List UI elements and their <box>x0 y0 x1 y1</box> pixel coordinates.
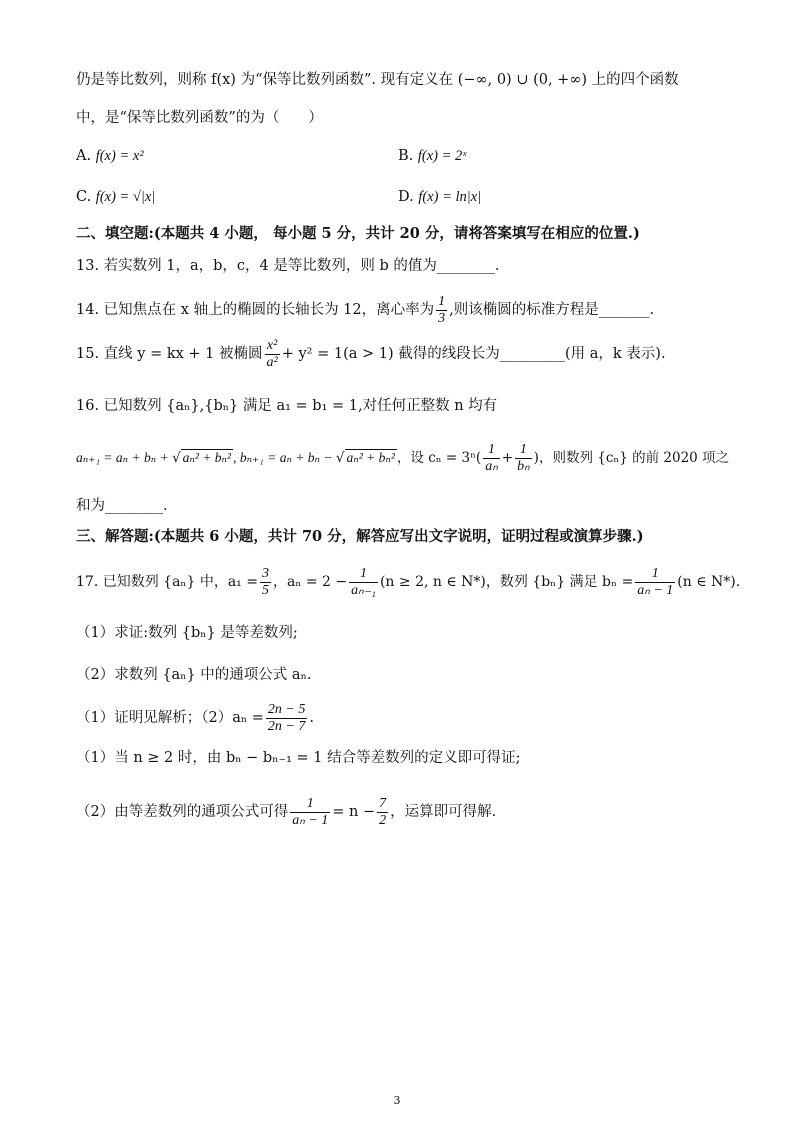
q14-frac-num: 1 <box>438 293 446 309</box>
option-c-label: C. <box>76 189 92 205</box>
q15-frac-den: a² <box>266 354 278 370</box>
sqrt-icon: √ <box>172 450 181 466</box>
q17-f3-num: 1 <box>635 566 675 583</box>
option-d-expr: f(x) = ln|x| <box>418 189 482 205</box>
q16-frac-1 <box>483 442 500 475</box>
option-b-expr: f(x) = 2ˣ <box>417 148 467 164</box>
q17-answer-den: 2n − 7 <box>267 718 306 734</box>
q16-sqrt-1: aₙ² + bₙ² <box>182 450 232 465</box>
q17-part-d: (n ∈ N*). <box>677 574 741 590</box>
q17-hint2 <box>76 792 734 832</box>
option-a-label: A. <box>76 148 92 164</box>
q17-hint2-den2: 2 <box>379 812 387 828</box>
q17-sub1: （1）求证:数列 {bₙ} 是等差数列; <box>76 625 298 641</box>
q17-frac-b <box>635 566 675 599</box>
q16-line1: 16. 已知数列 {aₙ},{bₙ} 满足 a₁ = b₁ = 1,对任何正整数 n 均有 <box>76 398 498 414</box>
q16-tail: )，则数列 {cₙ} 的前 2020 项之 <box>533 450 730 466</box>
q14-line <box>76 290 734 330</box>
q17-f3-den: aₙ − 1 <box>637 582 674 598</box>
q17-answer <box>76 698 734 738</box>
q17-f2-den: aₙ₋₁ <box>351 582 376 598</box>
q12-line2: 中，是“保等比数列函数”的为（ ） <box>76 110 323 126</box>
q16-frac1-num: 1 <box>483 442 500 459</box>
q16-frac-2 <box>515 442 532 475</box>
q17-answer-num: 2n − 5 <box>267 701 306 717</box>
q17-hint2-frac2 <box>377 796 388 829</box>
q17-f1-num: 3 <box>261 565 269 581</box>
option-d-label: D. <box>398 189 414 205</box>
option-c-expr: f(x) = √|x| <box>95 189 156 205</box>
q17-hint2-den1: aₙ − 1 <box>292 812 329 828</box>
q15-suffix: + y² = 1(a > 1) 截得的线段长为_________(用 a，k 表示). <box>281 346 666 362</box>
q17-hint2-num2: 7 <box>379 795 387 811</box>
q17-hint2-suffix: ，运算即可得解. <box>390 804 497 820</box>
q17-f2-num: 1 <box>349 566 378 583</box>
q17-hint2-frac1 <box>290 796 330 829</box>
option-a-expr: f(x) = x² <box>95 148 144 164</box>
option-c <box>76 187 155 207</box>
q17-frac-recur <box>349 566 378 599</box>
q17-answer-prefix: （1）证明见解析；（2）aₙ = <box>76 710 264 726</box>
section-2-title: 二、填空题:(本题共 4 小题， 每小题 5 分，共计 20 分，请将答案填写在相应的位置.) <box>76 225 640 242</box>
section-3-title: 三、解答题:(本题共 6 小题，共计 70 分，解答应写出文字说明，证明过程或演算步骤.) <box>76 528 644 545</box>
q16-recurrence-a: aₙ₊₁ = aₙ + bₙ + <box>76 450 173 465</box>
q17-sub2: （2）求数列 {aₙ} 中的通项公式 aₙ. <box>76 667 312 683</box>
q17-frac-a1 <box>260 566 271 599</box>
q15-fraction <box>265 338 280 371</box>
q17-part-a: 17. 已知数列 {aₙ} 中，a₁ = <box>76 574 258 590</box>
sqrt-icon: √ <box>335 450 345 466</box>
q12-line1: 仍是等比数列，则称 f(x) 为“保等比数列函数”. 现有定义在 (−∞, 0) ∪ (0, +∞) 上的四个函数 <box>76 72 679 88</box>
q17-hint2-mid: = n − <box>332 804 376 820</box>
q17-part-b: ，aₙ = 2 − <box>272 574 348 590</box>
q17-hint2-num1: 1 <box>290 796 330 813</box>
q17-f1-den: 5 <box>261 582 269 598</box>
q14-fraction <box>436 294 447 327</box>
q17-hint1: （1）当 n ≥ 2 时，由 bₙ − bₙ₋₁ = 1 结合等差数列的定义即可得证; <box>76 750 521 766</box>
q17-stem <box>76 562 741 602</box>
q14-prefix: 14. 已知焦点在 x 轴上的椭圆的长轴长为 12，离心率为 <box>76 302 435 318</box>
page-number: 3 <box>393 1094 401 1107</box>
q17-hint2-prefix: （2）由等差数列的通项公式可得 <box>76 804 289 820</box>
q16-plus: + <box>501 450 514 466</box>
option-b <box>398 146 466 166</box>
option-d <box>398 187 481 207</box>
q16-sqrt-2: aₙ² + bₙ² <box>346 450 395 465</box>
q14-frac-den: 3 <box>438 310 446 326</box>
q16-line2 <box>76 438 734 478</box>
q15-prefix: 15. 直线 y = kx + 1 被椭圆 <box>76 346 263 362</box>
q17-part-c: (n ≥ 2, n ∈ N*)，数列 {bₙ} 满足 bₙ = <box>379 574 634 590</box>
q16-frac2-den: bₙ <box>517 459 530 474</box>
q13-text: 13. 若实数列 1，a，b，c，4 是等比数列，则 b 的值为________. <box>76 258 500 274</box>
option-a <box>76 146 144 166</box>
q16-define-c: ，设 cₙ = 3ⁿ( <box>396 450 482 466</box>
q17-answer-frac <box>266 702 307 735</box>
q15-line <box>76 334 734 374</box>
q16-line3: 和为________. <box>76 498 168 514</box>
q17-answer-suffix: . <box>309 710 314 726</box>
q16-frac1-den: aₙ <box>485 459 498 474</box>
option-b-label: B. <box>398 148 414 164</box>
q16-frac2-num: 1 <box>515 442 532 459</box>
q14-suffix: ,则该椭圆的标准方程是_______. <box>449 302 655 318</box>
q16-recurrence-b: , bₙ₊₁ = aₙ + bₙ − <box>233 450 336 465</box>
q15-frac-num: x² <box>265 338 280 355</box>
